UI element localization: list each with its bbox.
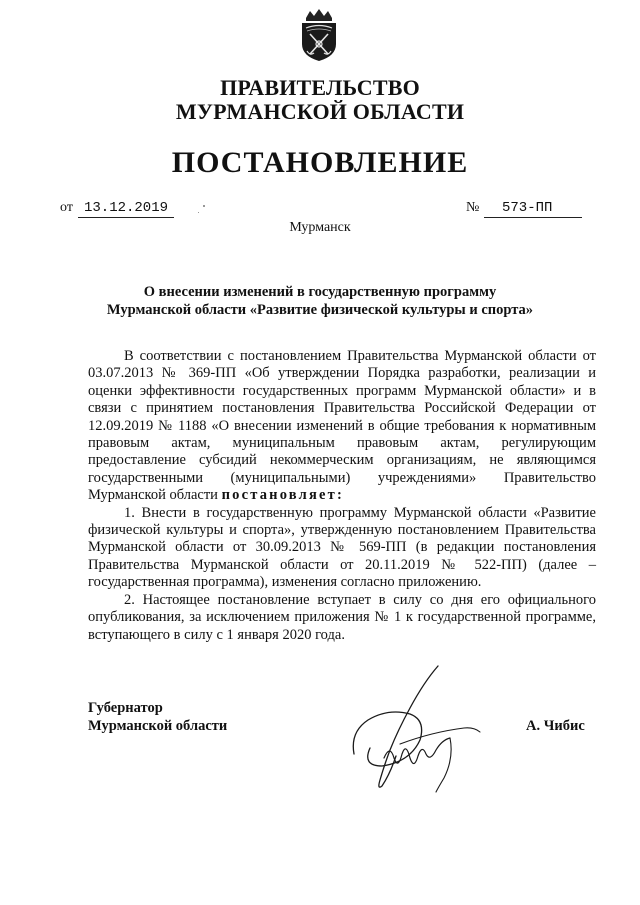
subject-line1: О внесении изменений в государственную программу	[143, 284, 497, 300]
scan-speck	[198, 212, 199, 213]
handwritten-signature	[340, 662, 490, 797]
paragraph-item-1: 1. Внести в государственную программу Мурманской области «Развитие физической культуры и спорта», утвержденную постановлением Правительства Мурманской области от 30.09.2013 № 569-ПП (в редакции постановления Правительства Мурманской области от 20.11.2019 № 522-ПП) (далее – государственная программа), изменения согласно приложению.	[88, 504, 596, 591]
signer-position-line1: Губернатор	[88, 700, 163, 716]
number-prefix: №	[466, 200, 480, 215]
document-number: 573-ПП	[484, 199, 582, 218]
body-text	[88, 348, 596, 644]
date-prefix: от	[60, 200, 73, 215]
signer-name: А. Чибис	[526, 718, 585, 734]
signer-position-line2: Мурманской области	[88, 718, 228, 734]
paragraph-preamble	[88, 348, 596, 505]
scan-speck	[203, 205, 205, 207]
subject-line2: Мурманской области «Развитие физической культуры и спорта»	[106, 302, 534, 318]
document-date: 13.12.2019	[78, 199, 174, 218]
resolves-keyword: постановляет:	[221, 487, 345, 504]
city-name: Мурманск	[289, 220, 351, 235]
preamble-text: В соответствии с постановлением Правительства Мурманской области от 03.07.2013 № 369-ПП «Об утверждении Порядка разработки, реализации и оценки эффективности государственных программ Мурманской области» и в связи с принятием постановления Правительства Российской Федерации от 12.09.2019 № 1188 «О внесении изменений в общие требования к нормативным правовым актам, муниципальным правовым актам, регулирующим предоставление субсидий некоммерческим организациям, не являющимся государственными (муниципальными) учреждениями» Правительство Мурманской области	[88, 348, 596, 504]
government-title-line2: МУРМАНСКОЙ ОБЛАСТИ	[175, 99, 465, 124]
document-type-title: ПОСТАНОВЛЕНИЕ	[171, 146, 469, 179]
government-title-line1: ПРАВИТЕЛЬСТВО	[220, 75, 420, 100]
paragraph-item-2: 2. Настоящее постановление вступает в силу со дня его официального опубликования, за исключением приложения № 1 к государственной программе, вступающего в силу с 1 января 2020 года.	[88, 591, 596, 643]
coat-of-arms-icon	[296, 8, 342, 62]
